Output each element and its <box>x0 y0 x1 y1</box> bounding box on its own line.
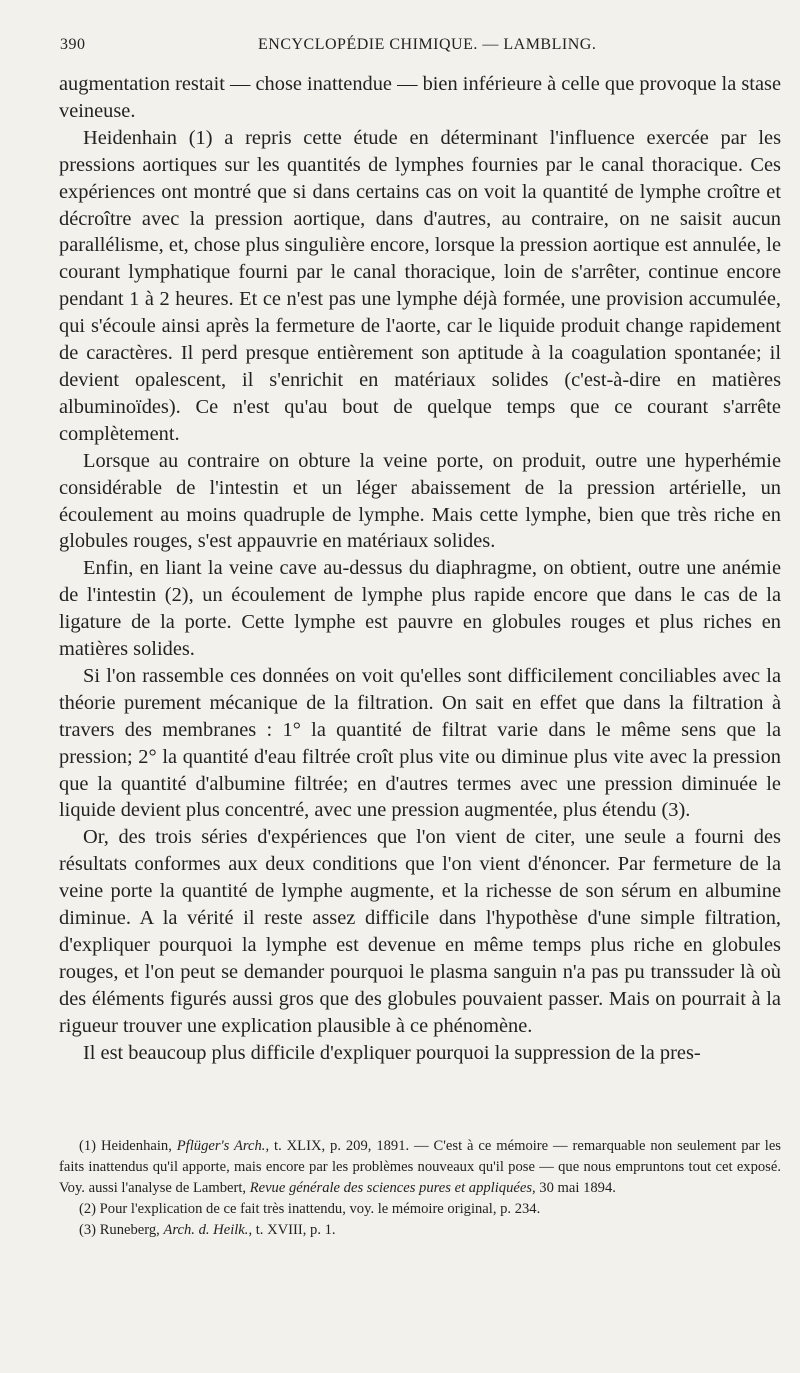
paragraph: Il est beaucoup plus difficile d'expliquer pourquoi la suppression de la pres- <box>83 1041 701 1064</box>
body-text <box>59 71 781 1067</box>
paragraph: Or, des trois séries d'expériences que l'on vient de citer, une seule a fourni des résultats conformes aux deux conditions que l'on vient d'énoncer. Par fermeture de la veine porte la quantité de lymphe augmente, et la richesse de son sérum en albumine diminue. A la vérité il reste assez difficile dans l'hypothèse d'une simple filtration, d'expliquer pourquoi la lymphe est devenue en même temps plus riche en globules rouges, et l'on peut se demander pourquoi le plasma sanguin n'a pas pu transsuder là où des éléments figurés aussi gros que des globules pouvaient passer. Mais on pourrait à la rigueur trouver une explication plausible à ce phénomène. <box>59 826 781 1037</box>
footnote-1 <box>59 1136 781 1199</box>
footnote-author: Runeberg, <box>99 1222 160 1238</box>
footnote-journal: Revue générale des sciences pures et appliquées <box>249 1180 532 1196</box>
page-number: 390 <box>60 36 86 53</box>
page-header <box>60 36 780 60</box>
paragraph: Si l'on rassemble ces données on voit qu'elles sont difficilement conciliables avec la théorie purement mécanique de la filtration. On sait en effet que dans la filtration à travers des membranes : 1° la quantité de filtrat varie dans le même sens que la pression; 2° la quantité d'eau filtrée croît plus vite ou diminue plus vite avec la pression que la quantité d'albumine filtrée; en d'autres termes avec une pression diminuée le liquide devient plus concentré, avec une pression augmentée, plus étendu (3). <box>59 664 781 822</box>
paragraph: Lorsque au contraire on obture la veine porte, on produit, outre une hyperhémie considérable de l'intestin et un léger abaissement de la pression artérielle, un écoulement au moins quadruple de lymphe. Mais cette lymphe, bien que très riche en globules rouges, s'est appauvrie en matériaux solides. <box>59 449 781 553</box>
footnote-reference: , t. XLIX, p. 209, 1891. — C'est à ce mémoire — remarquable non seulement par les faits inattendus qu'il apporte, mais encore par les problèmes nouveaux qu'il pose — que nous empruntons tout cet exposé. Voy. aussi l'analyse de Lambert, <box>59 1138 781 1196</box>
footnote-journal: Arch. d. Heilk. <box>163 1222 249 1238</box>
footnote-2: (2) Pour l'explication de ce fait très inattendu, voy. le mémoire original, p. 234. <box>79 1201 541 1217</box>
footnote-3 <box>59 1220 781 1241</box>
footnote-date: , 30 mai 1894. <box>532 1180 616 1196</box>
footnotes <box>59 1136 781 1241</box>
footnote-mark: (1) <box>79 1138 97 1154</box>
footnote-journal: Pflüger's Arch. <box>176 1138 266 1154</box>
paragraph: Heidenhain (1) a repris cette étude en déterminant l'influence exercée par les pressions aortiques sur les quantités de lymphes fournies par le canal thoracique. Ces expériences ont montré que si dans certains cas on voit la quantité de lymphe croître et décroître avec la pression aortique, dans d'autres, au contraire, on ne saisit aucun parallélisme, et, chose plus singulière encore, lorsque la pression aortique est annulée, le courant lymphatique fourni par le canal thoracique, loin de s'arrêter, continue encore pendant 1 à 2 heures. Et ce n'est pas une lymphe déjà formée, une provision accumulée, qui s'écoule ainsi après la fermeture de l'aorte, car le liquide produit change rapidement de caractères. Il perd presque entièrement son aptitude à la coagulation spontanée; il devient opalescent, il s'enrichit en matériaux solides (c'est-à-dire en matières albuminoïdes). Ce n'est qu'au bout de quelque temps que ce courant s'arrête complètement. <box>59 126 781 445</box>
paragraph: augmentation restait — chose inattendue — bien inférieure à celle que provoque la stase veineuse. <box>59 73 781 122</box>
paragraph: Enfin, en liant la veine cave au-dessus du diaphragme, on obtient, outre une anémie de l'intestin (2), un écoulement de lymphe plus rapide encore que dans le cas de la ligature de la porte. Cette lymphe est pauvre en globules rouges et plus riches en matières solides. <box>59 557 781 661</box>
running-title: ENCYCLOPÉDIE CHIMIQUE. — LAMBLING. <box>258 36 597 53</box>
footnote-reference: , t. XVIII, p. 1. <box>248 1222 336 1238</box>
footnote-mark: (3) <box>79 1222 97 1238</box>
footnote-author: Heidenhain, <box>100 1138 172 1154</box>
